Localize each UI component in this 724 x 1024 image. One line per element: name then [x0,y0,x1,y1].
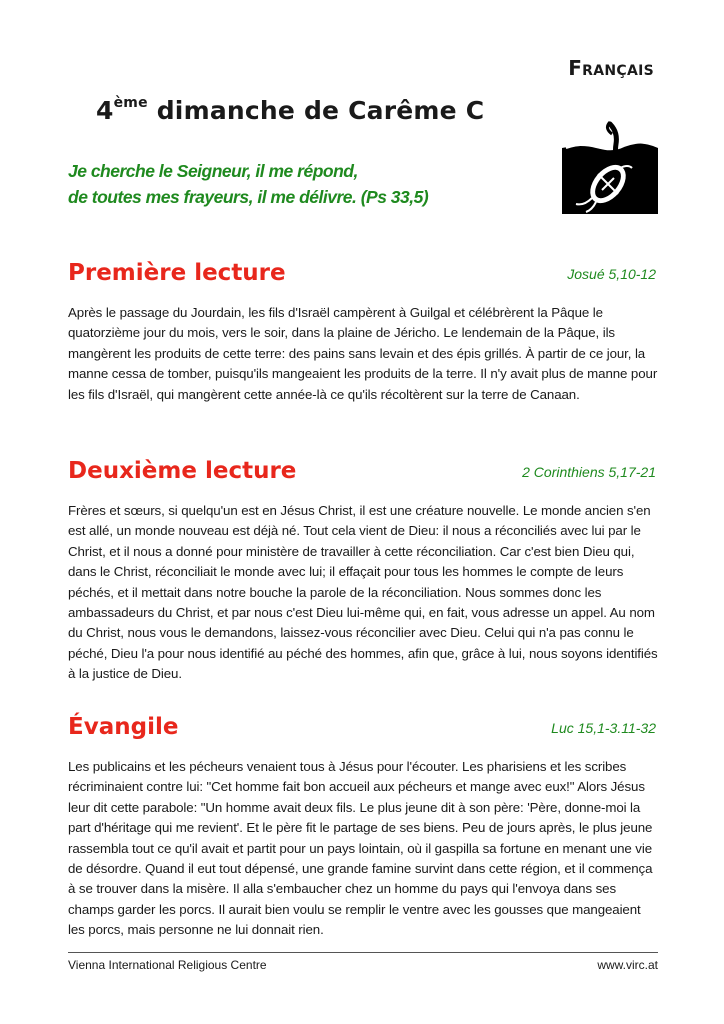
title-number: 4 [96,96,114,125]
footer-divider [68,952,658,953]
reading-section-second [68,456,658,685]
footer-organization: Vienna International Religious Centre [68,958,267,972]
antiphon-line-1: Je cherche le Seigneur, il me répond, [68,161,358,181]
scripture-reference: 2 Corinthiens 5,17-21 [522,464,656,480]
sprouting-seed-icon [562,118,658,214]
section-heading: Première lecture [68,260,286,286]
page-title [96,96,484,125]
scripture-reference: Luc 15,1-3.11-32 [551,720,656,736]
title-superscript: ème [113,94,148,111]
footer-website-link[interactable]: www.virc.at [597,958,658,972]
section-heading: Évangile [68,714,179,740]
scripture-reference: Josué 5,10-12 [567,266,656,282]
section-heading: Deuxième lecture [68,458,297,484]
antiphon-line-2: de toutes mes frayeurs, il me délivre. (Ps 33,5) [68,187,429,207]
reading-section-first [68,258,658,405]
language-label: Français [568,56,654,80]
reading-text: Les publicains et les pécheurs venaient tous à Jésus pour l'écouter. Les pharisiens et les scribes récriminaient contre lui: "Cet homme fait bon accueil aux pécheurs et mange avec eux!" Alors Jésus leur dit cette parabole: "Un homme avait deux fils. Le plus jeune dit à son père: 'Père, donne-moi la part d'héritage qui me revient'. Et le père fit le partage de ses biens. Peu de jours après, le plus jeune rassembla tout ce qu'il avait et partit pour un pays lointain, où il gaspilla sa fortune en menant une vie de désordre. Quand il eut tout dépensé, une grande famine survint dans cette région, et il commença à se trouver dans la misère. Il alla s'embaucher chez un homme du pays qui l'envoya dans ses champs garder les porcs. Il aurait bien voulu se remplir le ventre avec les gousses que mangeaient les porcs, mais personne ne lui donnait rien. [68,759,653,938]
antiphon [68,158,528,210]
reading-text: Frères et sœurs, si quelqu'un est en Jésus Christ, il est une créature nouvelle. Le monde ancien s'en est allé, un monde nouveau est déjà né. Tout cela vient de Dieu: il nous a réconciliés avec lui par le Christ, et il nous a donné pour ministère de travailler à cette réconciliation. Car c'est bien Dieu qui, dans le Christ, réconciliait le monde avec lui; il effaçait pour tous les hommes le compte de leurs péchés, et il mettait dans notre bouche la parole de la réconciliation. Nous sommes donc les ambassadeurs du Christ, et par nous c'est Dieu lui-même qui, en fait, vous adresse un appel. Au nom du Christ, nous vous le demandons, laissez-vous réconcilier avec Dieu. Celui qui n'a pas connu le péché, Dieu l'a pour nous identifié au péché des hommes, afin que, grâce à lui, nous soyons identifiés à la justice de Dieu. [68,503,658,682]
reading-section-gospel [68,712,658,941]
title-text: dimanche de Carême C [156,96,485,125]
reading-text: Après le passage du Jourdain, les fils d'Israël campèrent à Guilgal et célébrèrent la Pâque le quatorzième jour du mois, vers le soir, dans la plaine de Jéricho. Le lendemain de la Pâque, ils mangèrent les produits de cette terre: des pains sans levain et des épis grillés. À partir de ce jour, la manne cessa de tomber, puisqu'ils mangeaient les produits de la terre. Il n'y avait plus de manne pour les fils d'Israël, qui mangèrent cette année-là ce qu'ils récoltèrent sur la terre de Canaan. [68,305,658,402]
